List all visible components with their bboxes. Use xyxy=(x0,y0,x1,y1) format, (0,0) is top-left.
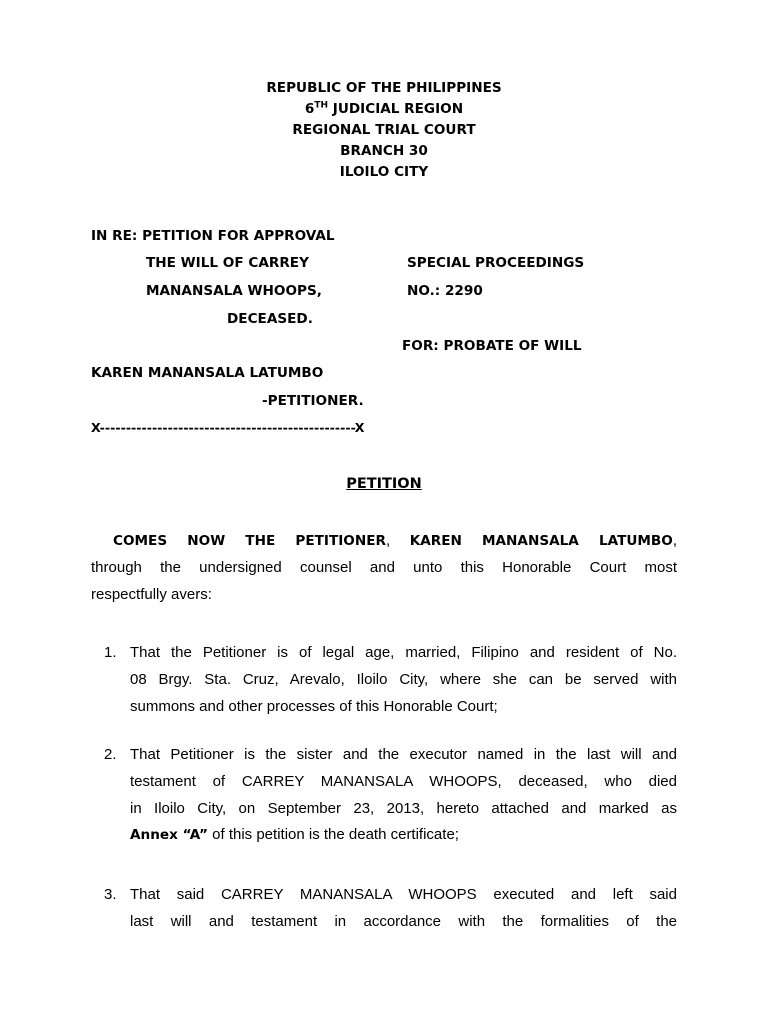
intro-line-2: through the undersigned counsel and unto this Honorable Court most xyxy=(91,558,677,576)
item-2-line-3: in Iloilo City, on September 23, 2013, hereto attached and marked as xyxy=(130,799,677,817)
item-2-line-2: testament of CARREY MANANSALA WHOOPS, deceased, who died xyxy=(130,772,677,790)
caption-deceased: DECEASED. xyxy=(227,311,313,327)
document-title-text: PETITION xyxy=(346,476,422,492)
item-1-number: 1. xyxy=(104,644,117,661)
caption-for-probate: FOR: PROBATE OF WILL xyxy=(402,338,582,354)
caption-petitioner-name: KAREN MANANSALA LATUMBO xyxy=(91,365,324,381)
heading-city: ILOILO CITY xyxy=(339,164,429,180)
intro-paragraph xyxy=(91,528,677,608)
heading-region-suffix: TH xyxy=(314,100,329,111)
intro-trailing-comma: , xyxy=(672,532,677,549)
item-1-line-1: That the Petitioner is of legal age, married, Filipino and resident of No. xyxy=(130,644,677,661)
intro-bold-comes-now: COMES NOW THE PETITIONER xyxy=(113,533,386,549)
caption-special-proceedings: SPECIAL PROCEEDINGS xyxy=(407,255,585,271)
caption-case-number: NO.: 2290 xyxy=(407,283,483,299)
court-heading xyxy=(0,78,768,183)
document-title xyxy=(0,476,768,492)
item-2-line-1: That Petitioner is the sister and the executor named in the last will and xyxy=(130,746,677,763)
heading-trial-court: REGIONAL TRIAL COURT xyxy=(292,122,476,138)
heading-region-number: 6 xyxy=(304,101,315,117)
heading-judicial-region xyxy=(0,99,768,120)
item-2-annex-text: of this petition is the death certificate; xyxy=(207,826,459,844)
item-3-line-1: That said CARREY MANANSALA WHOOPS executed and left said xyxy=(130,886,677,903)
item-3-paragraph xyxy=(130,882,677,936)
caption-will-of: THE WILL OF CARREY xyxy=(146,255,309,271)
heading-region-text: JUDICIAL REGION xyxy=(328,101,464,117)
caption-in-re: IN RE: PETITION FOR APPROVAL xyxy=(91,228,335,244)
intro-line-1 xyxy=(91,528,677,555)
caption-separator: X-------------------------------------------------X xyxy=(91,420,365,435)
heading-branch: BRANCH 30 xyxy=(340,143,428,159)
item-2-line-4 xyxy=(130,822,677,849)
item-2-paragraph xyxy=(130,742,677,849)
heading-republic: REPUBLIC OF THE PHILIPPINES xyxy=(266,80,502,96)
intro-comma: , xyxy=(385,532,391,549)
item-2-number: 2. xyxy=(104,746,117,763)
intro-line-3: respectfully avers: xyxy=(91,585,212,603)
caption-petitioner-role: -PETITIONER. xyxy=(262,393,364,409)
item-2-annex-label: Annex “A” xyxy=(130,827,208,844)
intro-bold-petitioner-name: KAREN MANANSALA LATUMBO xyxy=(409,533,673,549)
item-3-number: 3. xyxy=(104,886,117,903)
item-1-line-3: summons and other processes of this Honorable Court; xyxy=(130,697,498,715)
caption-deceased-name: MANANSALA WHOOPS, xyxy=(146,283,322,299)
item-1-line-2: 08 Brgy. Sta. Cruz, Arevalo, Iloilo City, where she can be served with xyxy=(130,670,677,688)
item-1-paragraph xyxy=(130,640,677,720)
item-3-line-2: last will and testament in accordance with the formalities of the xyxy=(130,912,677,930)
